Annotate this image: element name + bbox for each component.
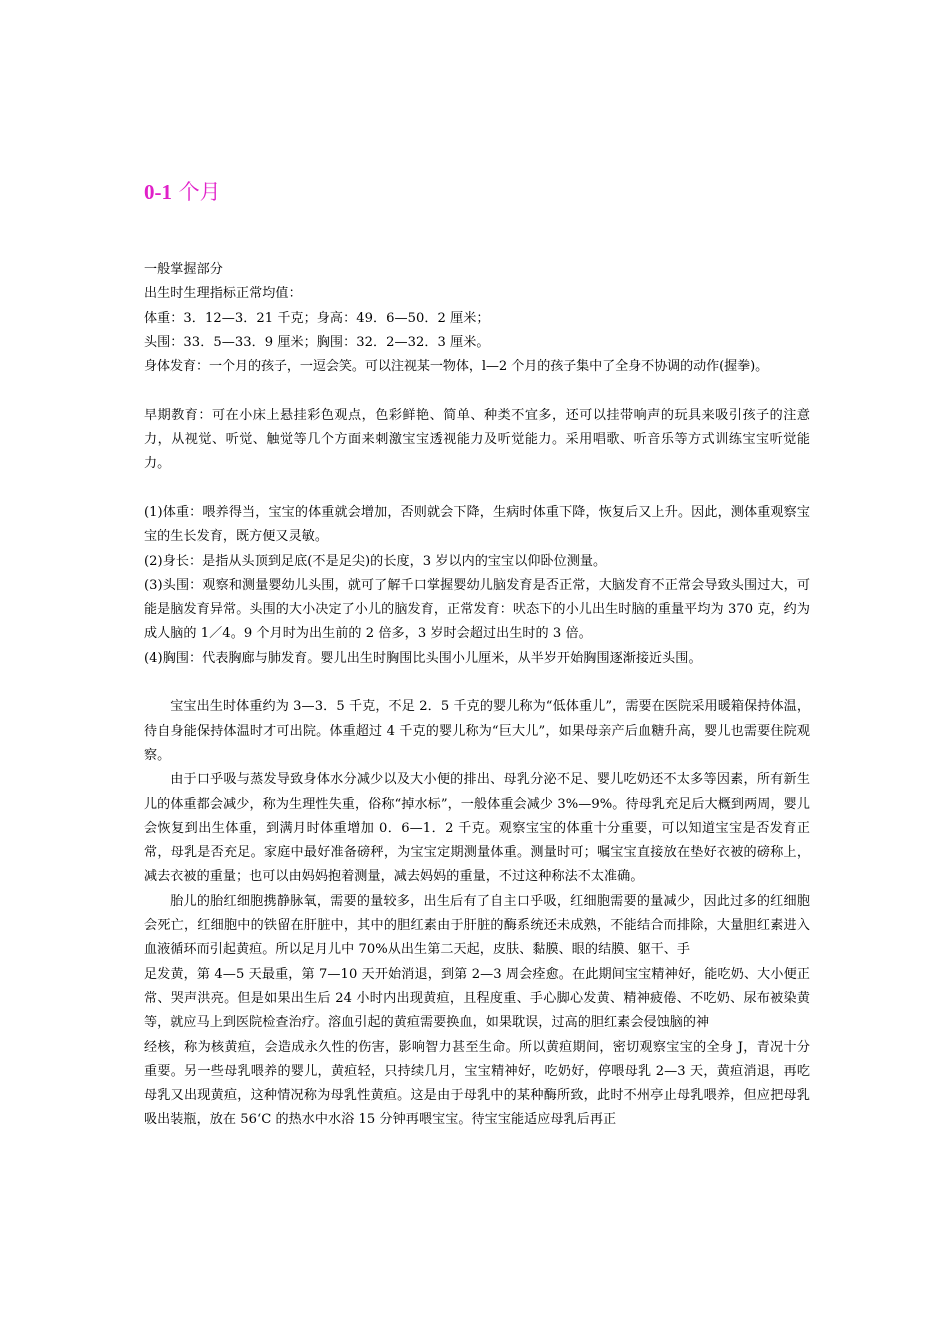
spacer [144, 671, 810, 695]
body-paragraph-weight-loss: 由于口乎吸与蒸发导致身体水分减少以及大小便的排出、母乳分泌不足、婴儿吃奶还不太多等因素，所有新生儿的体重都会减少，称为生理性失重，俗称“掉水标”，一般体重会减少 3%—9%。待母乳充足后大概到两周，婴儿会恢复到出生体重，到满月时体重增加 0．6—1．2 千克。观察宝宝的体重十分重要，可以知道宝宝是否发育正常，母乳是否充足。家庭中最好准备磅秤，为宝宝定期测量体重。测量时可；嘱宝宝直接放在垫好衣被的磅称上，减去衣被的重量；也可以由妈妈抱着测量，减去妈妈的重量，不过这种称法不太准确。 [144, 772, 810, 885]
development-paragraph: 身体发育：一个月的孩子，一逗会笑。可以注视某一物体，l—2 个月的孩子集中了全身不协调的动作(握拳)。 [144, 359, 769, 375]
spacer [144, 379, 810, 403]
measurement-head: (3)头围：观察和测量婴幼儿头围，就可了解千口掌握婴幼儿脑发育是否正常，大脑发育不正常会导致头围过大，可能是脑发育异常。头围的大小决定了小儿的脑发育，正常发育：吠态下的小儿出生时脑的重量平均为 370 克，约为成人脑的 1／4。9 个月时为出生前的 2 倍多，3 岁时会超过出生时的 3 倍。 [144, 577, 810, 642]
body-paragraph-jaundice-cont: 足发黄，第 4—5 天最重，第 7—10 天开始消退，到第 2—3 周会痊愈。在此期间宝宝精神好，能吃奶、大小便正常、哭声洪亮。但是如果出生后 24 小时内出现黄疸，且程度重、手心脚心发黄、精神疲倦、不吃奶、尿布被染黄等，就应马上到医院检查治疗。溶血引起的黄疸需要换血，如果耽误，过高的胆红素会侵蚀脑的神 [144, 966, 810, 1031]
section-subheading: 出生时生理指标正常均值： [144, 286, 302, 302]
measurement-chest: (4)胸围：代表胸廊与肺发育。婴儿出生时胸围比头围小儿厘米，从半岁开始胸围逐渐接近头围。 [144, 650, 702, 666]
measurement-length: (2)身长：是指从头顶到足底(不是足尖)的长度，3 岁以内的宝宝以仰卧位测量。 [144, 553, 607, 569]
body-paragraph-birth-weight: 宝宝出生时体重约为 3—3．5 千克，不足 2．5 千克的婴儿称为“低体重儿”，需要在医院采用暖箱保持体温，待自身能保持体温时才可出院。体重超过 4 千克的婴儿称为“巨大儿”，如果母亲产后血糖升高，婴儿也需要住院观察。 [144, 699, 810, 763]
measurement-weight: (1)体重：喂养得当，宝宝的体重就会增加，否则就会下降，生病时体重下降，恢复后又上升。因此，测体重观察宝宝的生长发育，既方便又灵敏。 [144, 504, 810, 545]
spacer [144, 477, 810, 501]
early-education-paragraph: 早期教育：可在小床上悬挂彩色观点，色彩鲜艳、简单、种类不宜多，还可以挂带响声的玩具来吸引孩子的注意力，从视觉、听觉、触觉等几个方面来刺激宝宝透视能力及听觉能力。采用唱歌、听音乐等方式训练宝宝听觉能力。 [144, 407, 810, 472]
section-heading: 一般掌握部分 [144, 262, 223, 277]
birth-weight-height: 体重：3．12—3．21 千克；身高：49．6—50．2 厘米； [144, 310, 490, 326]
birth-head-chest: 头围：33．5—33．9 厘米；胸围：32．2—32．3 厘米。 [144, 334, 490, 350]
body-paragraph-breastmilk-jaundice: 经核，称为核黄疸，会造成永久性的伤害，影响智力甚至生命。所以黄疸期间，密切观察宝宝的全身 J，青况十分重要。另一些母乳喂养的婴儿，黄疸轻，只持续几月，宝宝精神好，吃奶好，停喂母乳 2—3 天，黄疸消退，再吃母乳又出现黄疸，这种情况称为母乳性黄疸。这是由于母乳中的某种酶所致，此时不州亭止母乳喂养，但应把母乳吸出装瓶，放在 56‘C 的热水中水浴 15 分钟再喂宝宝。待宝宝能适应母乳后再正 [144, 1039, 810, 1128]
page-title [144, 178, 221, 206]
body-paragraph-jaundice: 胎儿的胎红细胞携静脉氧，需要的量较多，出生后有了自主口乎吸，红细胞需要的量减少，因此过多的红细胞会死亡，红细胞中的铁留在肝脏中，其中的胆红素由于肝脏的酶系统还未成熟，不能结合而排除，大量胆红素进入血液循环而引起黄疸。所以足月儿中 70%从出生第二天起，皮肤、黏膜、眼的结膜、躯干、手 [144, 893, 810, 958]
title-text: 个月 [172, 180, 221, 204]
document-body [144, 258, 810, 1133]
title-number: 0-1 [144, 180, 172, 204]
